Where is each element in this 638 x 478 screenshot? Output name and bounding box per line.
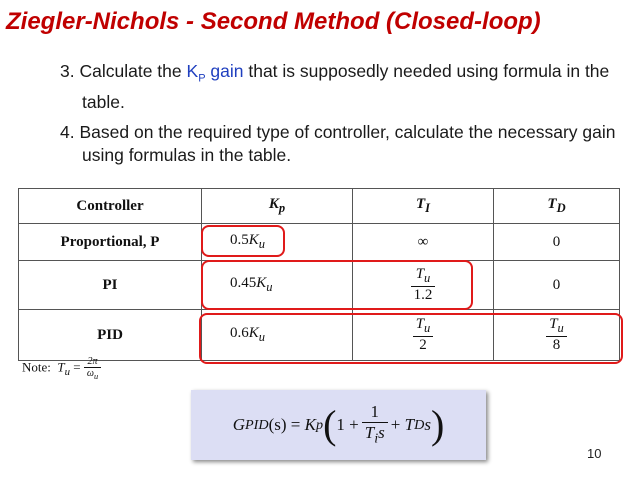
row-ti: $\frac{T_u}{1.2}$: [353, 261, 494, 310]
row-kp: $0.5K_u$: [202, 224, 353, 261]
row-controller: PI: [19, 261, 202, 310]
row-controller: Proportional, P: [19, 224, 202, 261]
kp-symbol: $K_P$: [186, 61, 206, 85]
step-text-before: Calculate the: [79, 61, 187, 81]
step-4: [60, 121, 620, 167]
highlight-pi-row: [201, 260, 473, 310]
table-header-row: [19, 189, 620, 224]
header-kp: $K_p$: [202, 189, 353, 224]
steps-list: [60, 60, 620, 174]
row-ti: ∞: [353, 224, 494, 261]
highlight-p-kp: [201, 225, 285, 257]
row-controller: PID: [19, 310, 202, 361]
pid-transfer-function: G PID (s) = K p ( 1 + $\frac{1}{T_is}$ + T D s ): [191, 390, 486, 460]
row-td: 0: [494, 261, 620, 310]
row-kp: $0.6K_u$: [202, 310, 353, 361]
highlight-pid-row: [199, 313, 623, 364]
step-3: [60, 60, 620, 114]
header-ti: $T_I$: [353, 189, 494, 224]
header-td: $T_D$: [494, 189, 620, 224]
row-ti: $\frac{T_u}{2}$: [353, 310, 494, 361]
step-number: 4.: [60, 121, 75, 142]
step-number: 3.: [60, 61, 75, 81]
gain-word: gain: [205, 61, 244, 81]
row-kp: $0.45K_u$: [202, 261, 353, 310]
note: Note: $T_u$ = $\frac{2\pi}{\omega_u}$: [22, 356, 101, 381]
page-number: 10: [587, 446, 602, 461]
header-controller: Controller: [19, 189, 202, 224]
table-row: [19, 224, 620, 261]
slide-title: Ziegler-Nichols - Second Method (Closed-loop): [6, 8, 541, 35]
row-td: $\frac{T_u}{8}$: [494, 310, 620, 361]
step-text-after: that is supposedly needed using formula in the table.: [82, 61, 610, 112]
step-text: Based on the required type of controller, calculate the necessary gain using formulas in the table.: [79, 121, 616, 165]
row-td: 0: [494, 224, 620, 261]
